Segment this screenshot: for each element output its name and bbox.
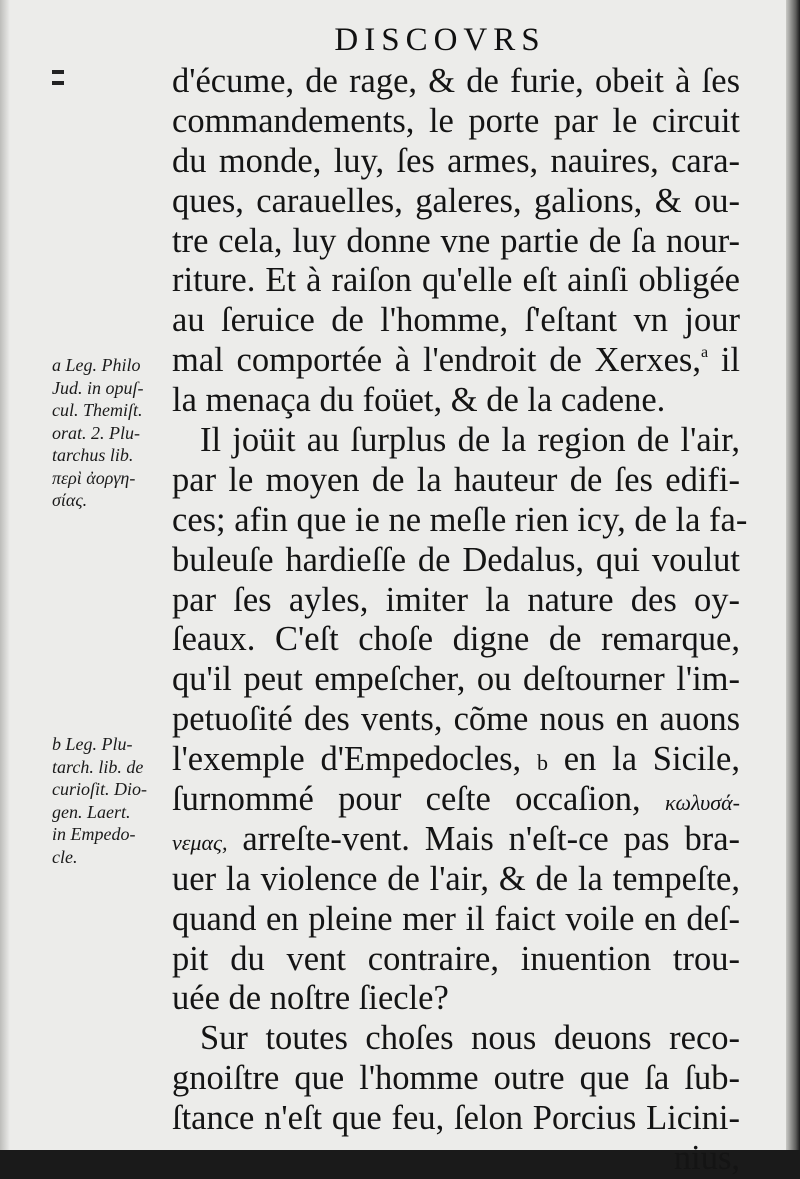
text-line: ques, carauelles, galeres, galions, & ou- [172,181,740,220]
text-line: la menaça du foüet, & de la cadene. [172,381,666,420]
paragraph-start-line: Il joüit au ſurplus de la region de l'air, [200,421,740,460]
text-segment: il [708,341,741,380]
text-segment: mal comportée à l'endroit de Xerxes, [172,341,701,380]
text-line: uée de noſtre ſiecle? [172,979,449,1018]
text-line: petuoſité des vents, cõme nous en auons [172,700,740,739]
page-gutter-shadow [0,0,10,1150]
text-line: ſtance n'eſt que feu, ſelon Porcius Licini- [172,1099,740,1138]
text-segment: l'exemple d'Empedocles, [172,740,522,779]
text-line: d'écume, de rage, & de furie, obeit à ſes [172,62,740,100]
text-segment: en la Sicile, [547,740,740,779]
note-line: gen. Laert. [52,801,131,822]
text-segment: arreſte-vent. Mais n'eſt-ce pas bra- [242,819,740,858]
running-head: DISCOVRS [334,22,546,58]
note-line: orat. 2. Plu- [52,422,140,443]
text-line: quand en pleine mer il faict voile en deſ- [172,899,740,938]
text-segment: ſurnommé pour ceſte occaſion, [172,780,641,819]
text-line: au ſeruice de l'homme, ſ'eſtant vn jour [172,301,740,340]
note-line: περὶ ἀοργη- [52,467,136,488]
greek-word: νεμας, [172,829,228,855]
note-line: cul. Themiſt. [52,400,143,420]
text-line: du monde, luy, ſes armes, nauires, cara- [172,141,740,180]
margin-note-b [52,733,174,868]
text-line-with-greek [172,820,740,860]
paragraph-start-line: Sur toutes choſes nous deuons reco- [200,1019,740,1058]
text-line: par le moyen de la hauteur de ſes edifi- [172,460,740,499]
note-line: b Leg. Plu- [52,734,133,754]
note-line: σίας. [52,490,88,510]
note-line: in Empedo- [52,824,136,844]
body-text [172,62,748,1179]
note-line: tarchus lib. [52,445,134,465]
text-line: qu'il peut empeſcher, ou deſtourner l'im- [172,660,740,699]
text-line: buleuſe hardieſſe de Dedalus, qui voulut [172,540,740,579]
printer-mark [52,70,64,96]
text-line: tre cela, luy donne vne partie de ſa nour- [172,221,740,260]
text-line: pit du vent contraire, inuention trou- [172,939,740,978]
note-line: tarch. lib. de [52,756,144,777]
text-line-with-note-a [172,341,740,381]
text-line: riture. Et à raiſon qu'elle eſt ainſi obligée [172,261,740,300]
text-line: commandements, le porte par le circuit [172,101,740,140]
note-line: curioſit. Dio- [52,779,147,799]
text-line: uer la violence de l'air, & de la tempeſte, [172,859,740,898]
note-line: cle. [52,846,78,867]
note-line: Jud. in opuſ- [52,377,144,398]
catchword: nius, [673,1139,740,1178]
note-a-reference: a [700,344,709,362]
text-line-with-note-b [172,740,740,780]
text-line: gnoiſtre que l'homme outre que ſa ſub- [172,1059,740,1098]
text-line: ſeaux. C'eſt choſe digne de remarque, [172,620,740,659]
margin-note-a [52,354,174,512]
greek-word: κωλυσά- [664,790,741,816]
note-line: a Leg. Philo [52,355,141,375]
text-line-with-greek [172,780,740,820]
text-line: par ſes ayles, imiter la nature des oy- [172,580,740,619]
note-b-reference: b [536,750,548,776]
text-line: ces; afin que ie ne meſle rien icy, de la fa- [172,500,748,539]
page-edge-shadow [786,0,800,1150]
